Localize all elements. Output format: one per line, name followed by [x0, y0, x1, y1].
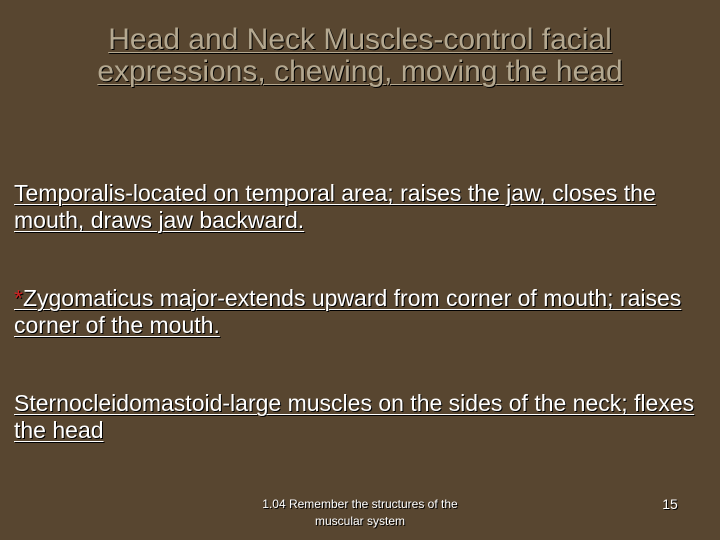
bullet-sternocleidomastoid	[14, 390, 704, 444]
bullet-text: Temporalis-located on temporal area; raises the jaw, closes the mouth, draws jaw backward.	[14, 180, 656, 233]
slide-title	[30, 24, 690, 88]
bullet-text: Sternocleidomastoid-large muscles on the sides of the neck; flexes the head	[14, 390, 695, 443]
bullet-zygomaticus	[14, 285, 704, 339]
page-number: 15	[662, 496, 678, 512]
slide-title-line-1: Head and Neck Muscles-control facial	[108, 23, 612, 56]
bullet-marker: *	[14, 285, 23, 311]
bullet-text: Zygomaticus major-extends upward from corner of mouth; raises corner of the mouth.	[14, 285, 682, 338]
bullet-list	[14, 180, 704, 495]
bullet-temporalis	[14, 180, 704, 234]
slide-footer: 1.04 Remember the structures of the muscular system	[262, 497, 458, 528]
slide-title-line-2: expressions, chewing, moving the head	[97, 55, 623, 88]
